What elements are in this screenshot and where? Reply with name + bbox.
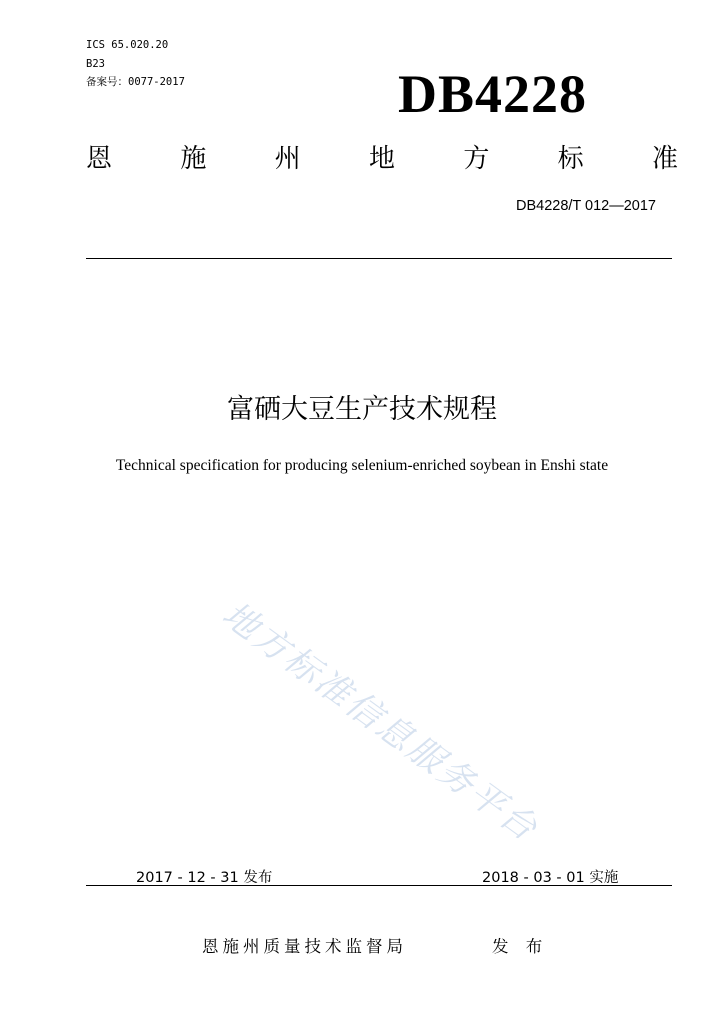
document-title-en: Technical specification for producing selenium-enriched soybean in Enshi state: [115, 457, 609, 474]
bottom-divider: [86, 885, 672, 886]
standard-code-logo: DB4228: [398, 64, 588, 124]
watermark: 地方标准信息服务平台: [214, 594, 546, 851]
publisher: 恩施州质量技术监督局: [202, 937, 407, 956]
classification-code: B23: [86, 58, 105, 70]
ics-code: ICS 65.020.20: [86, 39, 169, 51]
standard-type-char: 施: [180, 144, 207, 174]
publish-label: 发 布: [492, 937, 549, 956]
standard-type-char: 方: [463, 144, 490, 174]
top-divider: [86, 258, 672, 259]
implementation-date: 2018 - 03 - 01 实施: [482, 870, 619, 886]
standard-type-char: 准: [651, 144, 678, 174]
standard-type: [86, 143, 678, 175]
filing-number: 备案号：0077-2017: [86, 76, 185, 88]
standard-type-char: 标: [557, 144, 584, 174]
standard-type-char: 地: [368, 144, 395, 174]
standard-number: DB4228/T 012—2017: [515, 198, 656, 214]
standard-type-char: 恩: [86, 144, 113, 174]
standard-type-char: 州: [274, 144, 301, 174]
document-title-cn: 富硒大豆生产技术规程: [227, 394, 497, 425]
issue-date: 2017 - 12 - 31 发布: [136, 870, 273, 886]
